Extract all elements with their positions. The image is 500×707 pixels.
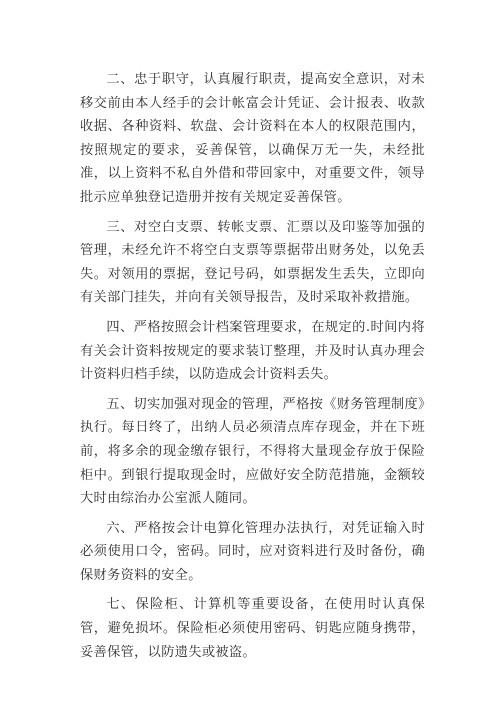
paragraph-section-7: 七、保险柜、计算机等重要设备，在使用时认真保管，避免损坏。保险柜必须使用密码、钥匙应随身携带，妥善保管，以防遗失或被盗。 — [80, 597, 425, 660]
paragraph-section-6: 六、严格按会计电算化管理办法执行，对凭证输入时必须使用口令，密码。同时，应对资料进行及时备份，确保财务资料的安全。 — [80, 520, 425, 583]
paragraph-section-5: 五、切实加强对现金的管理，严格按《财务管理制度》执行。每日终了，出纳人员必须清点库存现金，并在下班前，将多余的现金缴存银行，不得将大量现金存放于保险柜中。到银行提取现金时，应做好安全防范措施，金额较大时由综治办公室派人随同。 — [80, 396, 425, 507]
paragraph-section-2: 二、忠于职守，认真履行职责，提高安全意识，对未移交前由本人经手的会计帐富会计凭证、会计报表、收款收据、各种资料、软盘、会计资料在本人的权限范围内，按照规定的要求，妥善保管，以确保万无一失，未经批准，以上资料不私自外借和带回家中，对重要文件，领导批示应单独登记造册并按有关规定妥善保管。 — [80, 72, 425, 205]
paragraph-section-3: 三、对空白支票、转帐支票、汇票以及印鉴等加强的管理，未经允许不将空白支票等票据带出财务处，以免丢失。对领用的票据，登记号码，如票据发生丢失，立即向有关部门挂失，并向有关领导报告，及时采取补救措施。 — [80, 219, 425, 306]
document-body — [80, 68, 425, 670]
paragraph-section-4: 四、严格按照会计档案管理要求，在规定的.时间内将有关会计资料按规定的要求装订整理，并及时认真办理会计资料归档手续，以防造成会计资料丢失。 — [80, 319, 425, 383]
